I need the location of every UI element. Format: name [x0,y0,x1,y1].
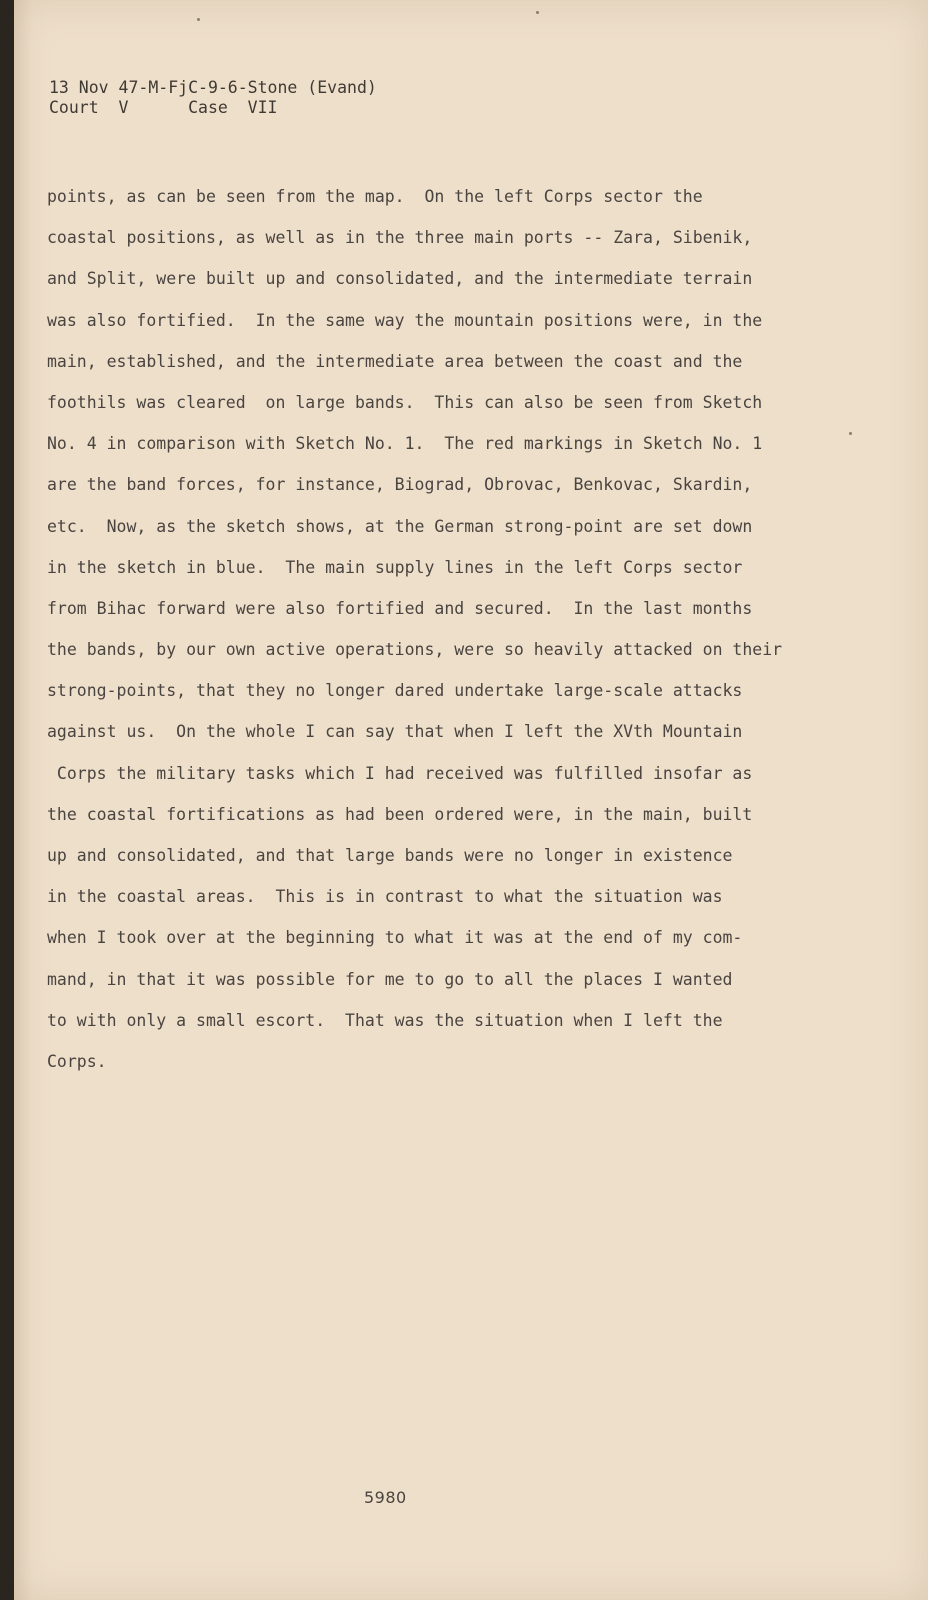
body-line: strong-points, that they no longer dared undertake large-scale attacks [47,681,743,701]
body-line: in the coastal areas. This is in contrast to what the situation was [47,887,723,907]
header-court-case-line: Court V Case VII [49,98,278,117]
body-line: from Bihac forward were also fortified and secured. In the last months [47,598,753,618]
body-line: main, established, and the intermediate area between the coast and the [47,351,743,371]
transcript-body [47,176,877,1082]
document-header [49,78,377,118]
page-number: 5980 [364,1488,407,1507]
body-line: when I took over at the beginning to what it was at the end of my com- [47,928,743,948]
body-line: and Split, were built up and consolidated, and the intermediate terrain [47,269,753,289]
paper-speck [197,18,200,21]
body-line: against us. On the whole I can say that when I left the XVth Mountain [47,722,743,742]
body-line: Corps. [47,1051,107,1071]
header-reference-line: 13 Nov 47-M-FjC-9-6-Stone (Evand) [49,78,377,97]
body-line: mand, in that it was possible for me to go to all the places I wanted [47,969,733,989]
body-line: was also fortified. In the same way the mountain positions were, in the [47,310,763,330]
body-line: No. 4 in comparison with Sketch No. 1. The red markings in Sketch No. 1 [47,434,763,454]
body-line: foothils was cleared on large bands. This can also be seen from Sketch [47,392,763,412]
body-line: etc. Now, as the sketch shows, at the German strong-point are set down [47,516,753,536]
body-line: in the sketch in blue. The main supply lines in the left Corps sector [47,557,743,577]
body-line: Corps the military tasks which I had received was fulfilled insofar as [47,763,753,783]
body-line: up and consolidated, and that large bands were no longer in existence [47,846,733,865]
body-line: the bands, by our own active operations, were so heavily attacked on their [47,640,783,660]
body-line: are the band forces, for instance, Biograd, Obrovac, Benkovac, Skardin, [47,475,753,495]
body-line: to with only a small escort. That was the situation when I left the [47,1010,723,1030]
paper-speck [536,11,539,14]
body-line: points, as can be seen from the map. On the left Corps sector the [47,187,703,206]
body-line: coastal positions, as well as in the three main ports -- Zara, Sibenik, [47,228,753,248]
body-line: the coastal fortifications as had been ordered were, in the main, built [47,804,753,824]
